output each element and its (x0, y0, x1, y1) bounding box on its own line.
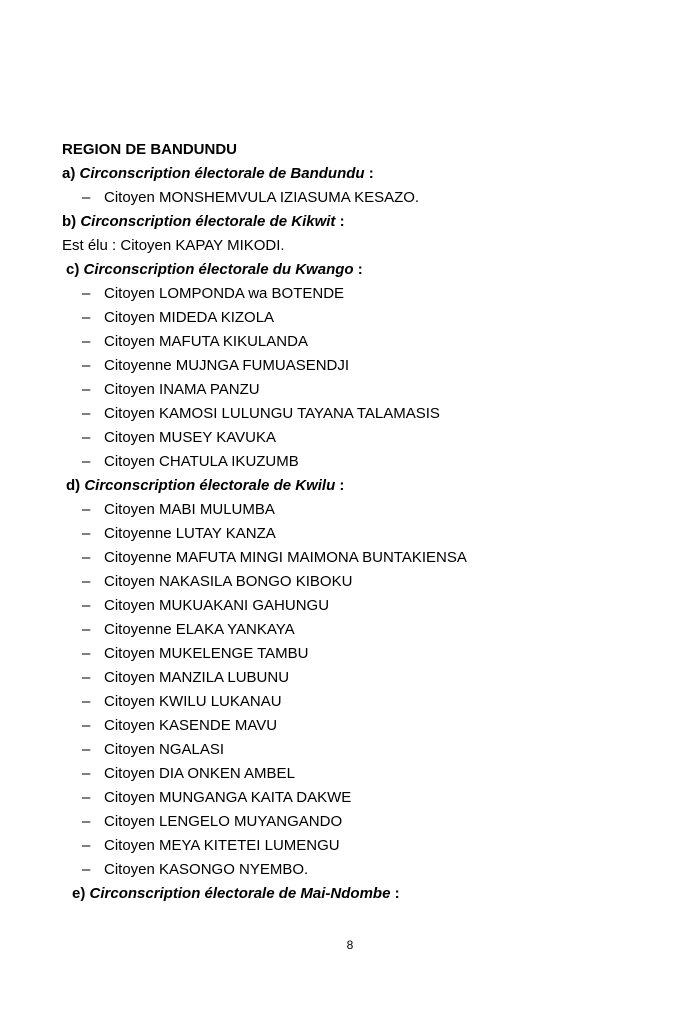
list-dash: – (82, 693, 91, 710)
candidate-name: Citoyen NGALASI (104, 741, 225, 758)
elected-statement: Est élu : Citoyen KAPAY MIKODI. (62, 237, 285, 254)
section-prefix: e) (72, 885, 86, 902)
list-dash: – (82, 429, 91, 446)
list-item (62, 690, 662, 714)
section-heading-c (62, 258, 662, 282)
list-item (62, 402, 662, 426)
candidate-name: Citoyen MIDEDA KIZOLA (104, 309, 275, 326)
candidate-name: Citoyen MUSEY KAVUKA (104, 429, 277, 446)
candidate-name: Citoyen CHATULA IKUZUMB (104, 453, 299, 470)
section-colon: : (357, 261, 363, 278)
section-title: Circonscription électorale de Mai-Ndombe (89, 885, 391, 902)
list-item (62, 330, 662, 354)
list-item (62, 570, 662, 594)
candidate-name: Citoyen MONSHEMVULA IZIASUMA KESAZO. (104, 189, 420, 206)
candidate-name: Citoyen KASENDE MAVU (104, 717, 278, 734)
candidate-name: Citoyenne ELAKA YANKAYA (104, 621, 295, 638)
list-dash: – (82, 741, 91, 758)
list-dash: – (82, 285, 91, 302)
list-dash: – (82, 573, 91, 590)
list-dash: – (82, 837, 91, 854)
candidate-name: Citoyenne MAFUTA MINGI MAIMONA BUNTAKIENSA (104, 549, 467, 566)
list-item (62, 666, 662, 690)
list-dash: – (82, 549, 91, 566)
list-item (62, 426, 662, 450)
candidate-name: Citoyen MUKELENGE TAMBU (104, 645, 309, 662)
document-body (62, 138, 662, 906)
candidate-name: Citoyen DIA ONKEN AMBEL (104, 765, 295, 782)
list-dash: – (82, 765, 91, 782)
list-item (62, 546, 662, 570)
list-dash: – (82, 333, 91, 350)
list-item (62, 498, 662, 522)
section-heading-b (62, 210, 662, 234)
list-item (62, 450, 662, 474)
candidate-name: Citoyen KAMOSI LULUNGU TAYANA TALAMASIS (104, 405, 440, 422)
region-heading: REGION DE BANDUNDU (62, 141, 238, 158)
section-title: Circonscription électorale de Kwilu (84, 477, 336, 494)
list-item (62, 282, 662, 306)
list-item (62, 714, 662, 738)
section-colon: : (368, 165, 374, 182)
list-item (62, 810, 662, 834)
candidate-name: Citoyen NAKASILA BONGO KIBOKU (104, 573, 353, 590)
section-colon: : (394, 885, 400, 902)
candidate-name: Citoyen MANZILA LUBUNU (104, 669, 290, 686)
list-dash: – (82, 717, 91, 734)
list-item (62, 186, 662, 210)
list-dash: – (82, 525, 91, 542)
section-colon: : (339, 213, 345, 230)
candidate-name: Citoyenne MUJNGA FUMUASENDJI (104, 357, 350, 374)
candidate-name: Citoyen MUNGANGA KAITA DAKWE (104, 789, 352, 806)
list-item (62, 786, 662, 810)
list-item (62, 354, 662, 378)
candidate-name: Citoyen MAFUTA KIKULANDA (104, 333, 308, 350)
list-item (62, 762, 662, 786)
section-heading-d (62, 474, 662, 498)
list-dash: – (82, 189, 91, 206)
list-item (62, 618, 662, 642)
section-prefix: c) (66, 261, 80, 278)
section-prefix: b) (62, 213, 77, 230)
candidate-name: Citoyenne LUTAY KANZA (104, 525, 276, 542)
section-title: Circonscription électorale de Kikwit (80, 213, 336, 230)
section-prefix: a) (62, 165, 76, 182)
list-dash: – (82, 861, 91, 878)
list-dash: – (82, 789, 91, 806)
list-dash: – (82, 453, 91, 470)
section-heading-a (62, 162, 662, 186)
section-title: Circonscription électorale de Bandundu (79, 165, 365, 182)
candidate-list-c (62, 282, 662, 474)
candidate-name: Citoyen LENGELO MUYANGANDO (104, 813, 343, 830)
candidate-name: Citoyen INAMA PANZU (104, 381, 260, 398)
list-item (62, 306, 662, 330)
section-title: Circonscription électorale du Kwango (83, 261, 354, 278)
list-item (62, 858, 662, 882)
list-dash: – (82, 357, 91, 374)
candidate-list-d (62, 498, 662, 882)
candidate-name: Citoyen KWILU LUKANAU (104, 693, 282, 710)
list-item (62, 642, 662, 666)
list-dash: – (82, 381, 91, 398)
candidate-name: Citoyen KASONGO NYEMBO. (104, 861, 309, 878)
list-dash: – (82, 669, 91, 686)
candidate-name: Citoyen MABI MULUMBA (104, 501, 275, 518)
candidate-name: Citoyen LOMPONDA wa BOTENDE (104, 285, 345, 302)
candidate-name: Citoyen MUKUAKANI GAHUNGU (104, 597, 330, 614)
list-item (62, 522, 662, 546)
list-dash: – (82, 501, 91, 518)
section-colon: : (339, 477, 345, 494)
page-number: 8 (346, 938, 354, 952)
list-dash: – (82, 813, 91, 830)
list-item (62, 378, 662, 402)
section-prefix: d) (66, 477, 81, 494)
list-dash: – (82, 621, 91, 638)
candidate-name: Citoyen MEYA KITETEI LUMENGU (104, 837, 340, 854)
list-dash: – (82, 309, 91, 326)
candidate-list-a (62, 186, 662, 210)
list-dash: – (82, 645, 91, 662)
list-dash: – (82, 405, 91, 422)
list-item (62, 738, 662, 762)
list-item (62, 834, 662, 858)
list-dash: – (82, 597, 91, 614)
list-item (62, 594, 662, 618)
section-heading-e (62, 882, 662, 906)
